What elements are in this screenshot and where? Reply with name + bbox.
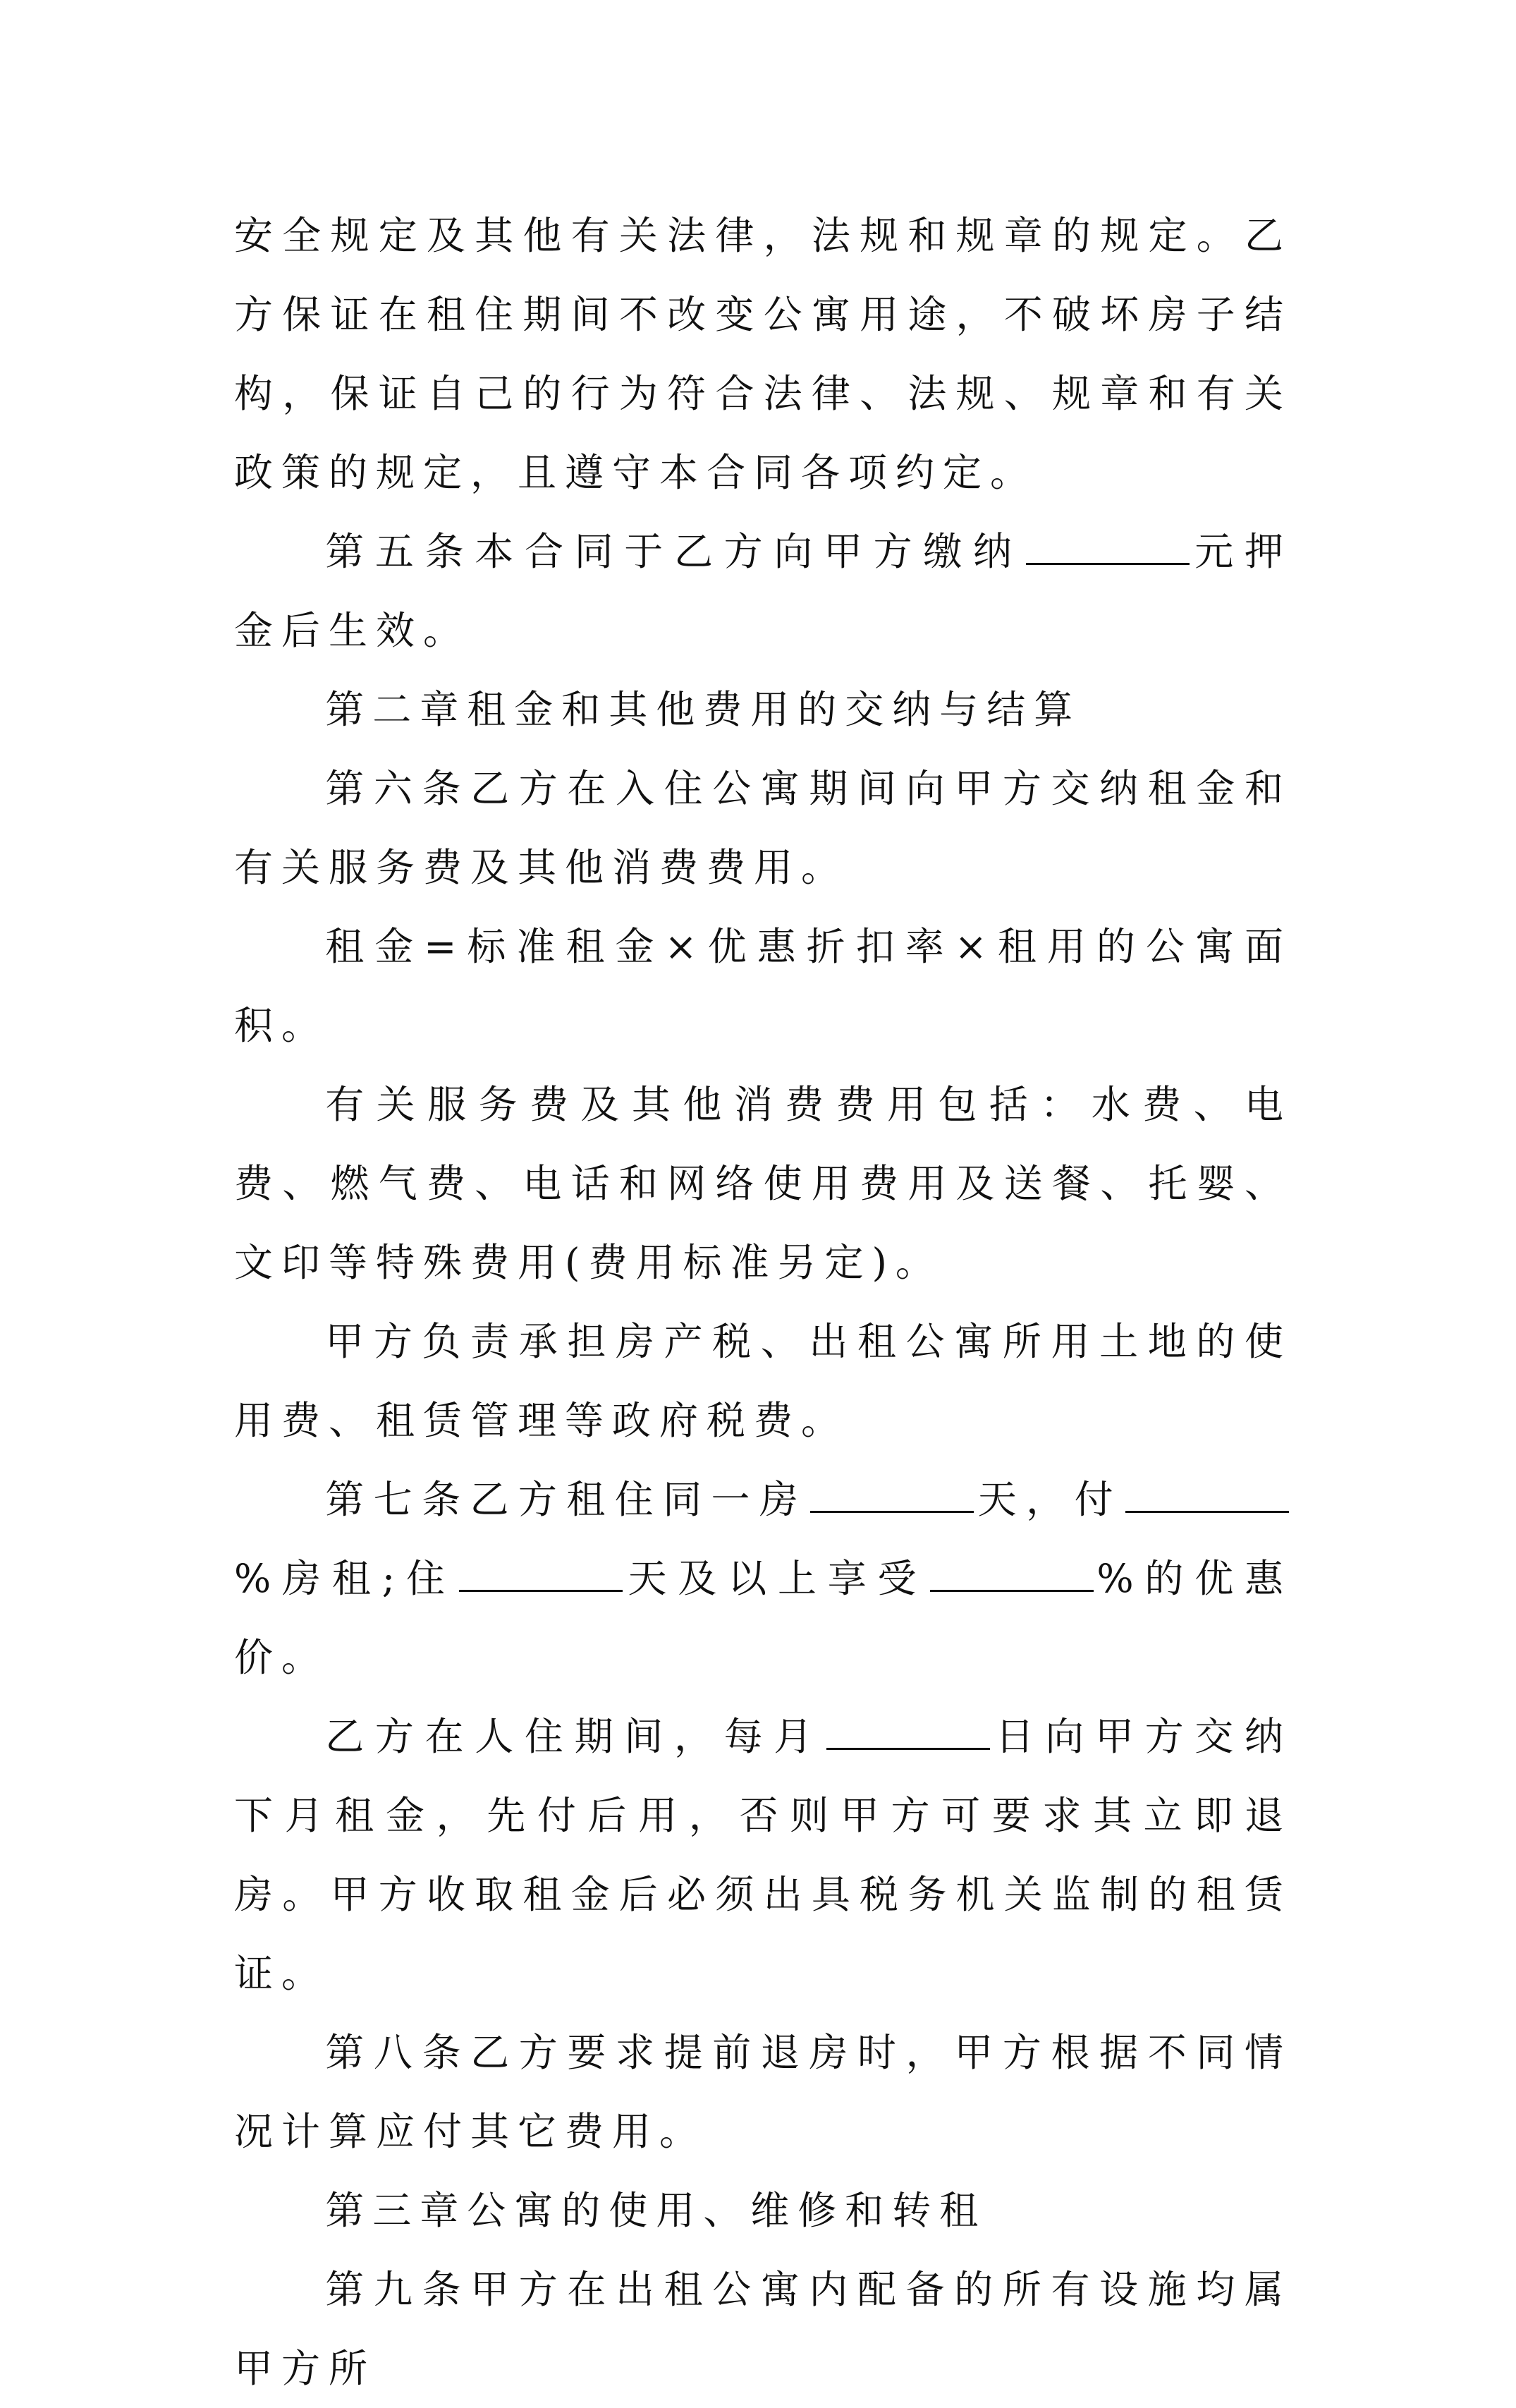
heading-text: 第二章租金和其他费用的交纳与结算	[325, 687, 1082, 732]
percent-blank	[1125, 1468, 1289, 1513]
paragraph-text: 第五条本合同于乙方向甲方缴纳	[325, 529, 1023, 574]
paragraph-text: 元押金后生效。	[234, 529, 1292, 653]
chapter-2-heading	[234, 670, 1292, 749]
long-stay-days-blank	[459, 1547, 623, 1592]
paragraph-article-5	[234, 512, 1292, 670]
paragraph-text: 乙方在人住期间，每月	[325, 1714, 824, 1759]
document-body	[234, 196, 1292, 2408]
paragraph-article-7	[234, 1460, 1292, 1697]
paragraph-text: 租金=标准租金×优惠折扣率×租用的公寓面积。	[234, 924, 1292, 1048]
paragraph-text: %的优惠价。	[234, 1556, 1292, 1680]
paragraph-service-fees	[234, 1065, 1292, 1302]
paragraph-text: 第八条乙方要求提前退房时，甲方根据不同情况计算应付其它费用。	[234, 2030, 1292, 2154]
heading-text: 第三章公寓的使用、维修和转租	[325, 2188, 987, 2233]
paragraph-rent-formula	[234, 907, 1292, 1065]
paragraph-text: 第七条乙方租住同一房	[325, 1477, 808, 1522]
paragraph-text: 有关服务费及其他消费费用包括：水费、电费、燃气费、电话和网络使用费用及送餐、托婴、文印等特殊费用(费用标准另定)。	[234, 1082, 1292, 1285]
paragraph-text: 安全规定及其他有关法律，法规和规章的规定。乙方保证在租住期间不改变公寓用途，不破坏房子结构，保证自己的行为符合法律、法规、规章和有关政策的规定，且遵守本合同各项约定。	[234, 213, 1292, 495]
paragraph-text: 天及以上享受	[625, 1556, 928, 1601]
paragraph-text: 天，付	[977, 1477, 1123, 1522]
paragraph-article-6	[234, 749, 1292, 907]
paragraph-taxes	[234, 1302, 1292, 1460]
paragraph-text: 第六条乙方在入住公寓期间向甲方交纳租金和有关服务费及其他消费费用。	[234, 766, 1292, 890]
paragraph-article-8	[234, 2013, 1292, 2171]
paragraph-text: 甲方负责承担房产税、出租公寓所用土地的使用费、租赁管理等政府税费。	[234, 1319, 1292, 1443]
paragraph-text: 第九条甲方在出租公寓内配备的所有设施均属甲方所	[234, 2267, 1292, 2391]
paragraph-monthly-payment	[234, 1697, 1292, 2013]
discount-percent-blank	[930, 1547, 1094, 1592]
paragraph-article-9	[234, 2250, 1292, 2408]
paragraph-text: 日向甲方交纳下月租金，先付后用，否则甲方可要求其立即退房。甲方收取租金后必须出具税务机关监制的租赁证。	[234, 1714, 1292, 1996]
chapter-3-heading	[234, 2171, 1292, 2250]
days-blank	[810, 1468, 974, 1513]
paragraph-text: %房租;住	[234, 1556, 456, 1601]
paragraph-safety-compliance	[234, 196, 1292, 512]
payment-day-blank	[826, 1705, 990, 1750]
deposit-amount-blank	[1026, 521, 1190, 565]
